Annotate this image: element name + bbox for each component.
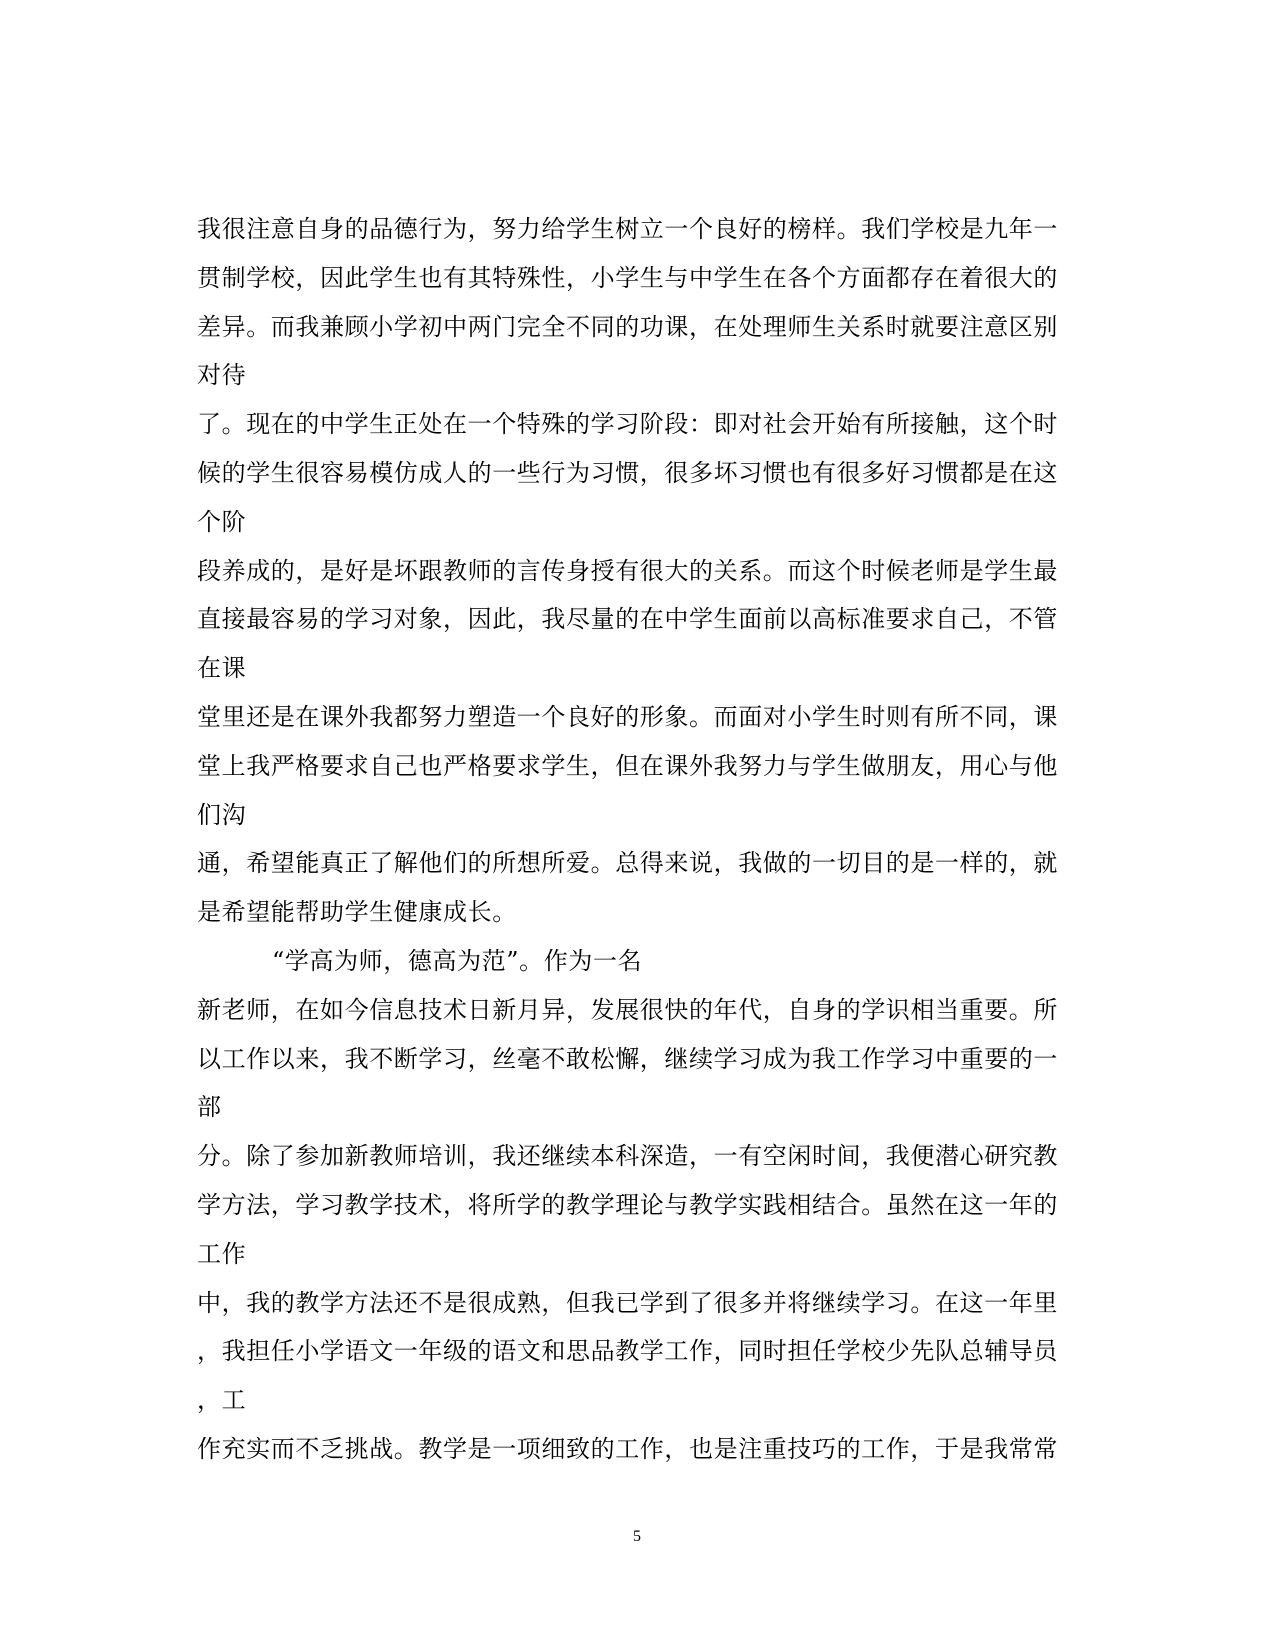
page-number: 5 xyxy=(633,1528,641,1545)
text-line: 新老师，在如今信息技术日新月异，发展很快的年代，自身的学识相当重要。所 xyxy=(197,995,1058,1024)
text-line: 堂里还是在课外我都努力塑造一个良好的形象。而面对小学生时则有所不同，课 xyxy=(197,702,1058,731)
text-line: 段养成的，是好是坏跟教师的言传身授有很大的关系。而这个时候老师是学生最 xyxy=(197,556,1058,585)
text-line-indented: “学高为师，德高为范”。作为一名 xyxy=(272,946,643,975)
text-line: 堂上我严格要求自己也严格要求学生，但在课外我努力与学生做朋友，用心与他 xyxy=(197,751,1058,780)
text-line: 了。现在的中学生正处在一个特殊的学习阶段：即对社会开始有所接触，这个时 xyxy=(197,410,1058,439)
text-line: 在课 xyxy=(197,654,247,683)
text-line: 分。除了参加新教师培训，我还继续本科深造，一有空闲时间，我便潜心研究教 xyxy=(197,1142,1058,1171)
text-line: 我很注意自身的品德行为，努力给学生树立一个良好的榜样。我们学校是九年一 xyxy=(197,215,1058,243)
text-line: 直接最容易的学习对象，因此，我尽量的在中学生面前以高标准要求自己，不管 xyxy=(197,605,1058,634)
text-line: 们沟 xyxy=(197,800,247,829)
text-line: 以工作以来，我不断学习，丝毫不敢松懈，继续学习成为我工作学习中重要的一 xyxy=(197,1044,1058,1073)
text-line: 部 xyxy=(197,1093,222,1122)
text-line: 通，希望能真正了解他们的所想所爱。总得来说，我做的一切目的是一样的，就 xyxy=(197,849,1058,878)
text-line: ，我担任小学语文一年级的语文和思品教学工作，同时担任学校少先队总辅导员 xyxy=(197,1337,1058,1366)
text-line: 贯制学校，因此学生也有其特殊性，小学生与中学生在各个方面都存在着很大的 xyxy=(197,263,1058,292)
text-line: 个阶 xyxy=(197,507,247,536)
text-line: 候的学生很容易模仿成人的一些行为习惯，很多坏习惯也有很多好习惯都是在这 xyxy=(197,458,1058,487)
text-line: 差异。而我兼顾小学初中两门完全不同的功课，在处理师生关系时就要注意区别 xyxy=(197,312,1058,341)
text-line: 中，我的教学方法还不是很成熟，但我已学到了很多并将继续学习。在这一年里 xyxy=(197,1288,1058,1317)
text-line: ，工 xyxy=(197,1386,247,1415)
text-line: 工作 xyxy=(197,1239,247,1268)
body-text xyxy=(197,205,1077,1474)
text-line: 作充实而不乏挑战。教学是一项细致的工作，也是注重技巧的工作，于是我常常 xyxy=(197,1434,1058,1463)
text-line: 是希望能帮助学生健康成长。 xyxy=(197,898,517,927)
text-line: 对待 xyxy=(197,361,247,390)
text-line: 学方法，学习教学技术，将所学的教学理论与教学实践相结合。虽然在这一年的 xyxy=(197,1190,1058,1219)
